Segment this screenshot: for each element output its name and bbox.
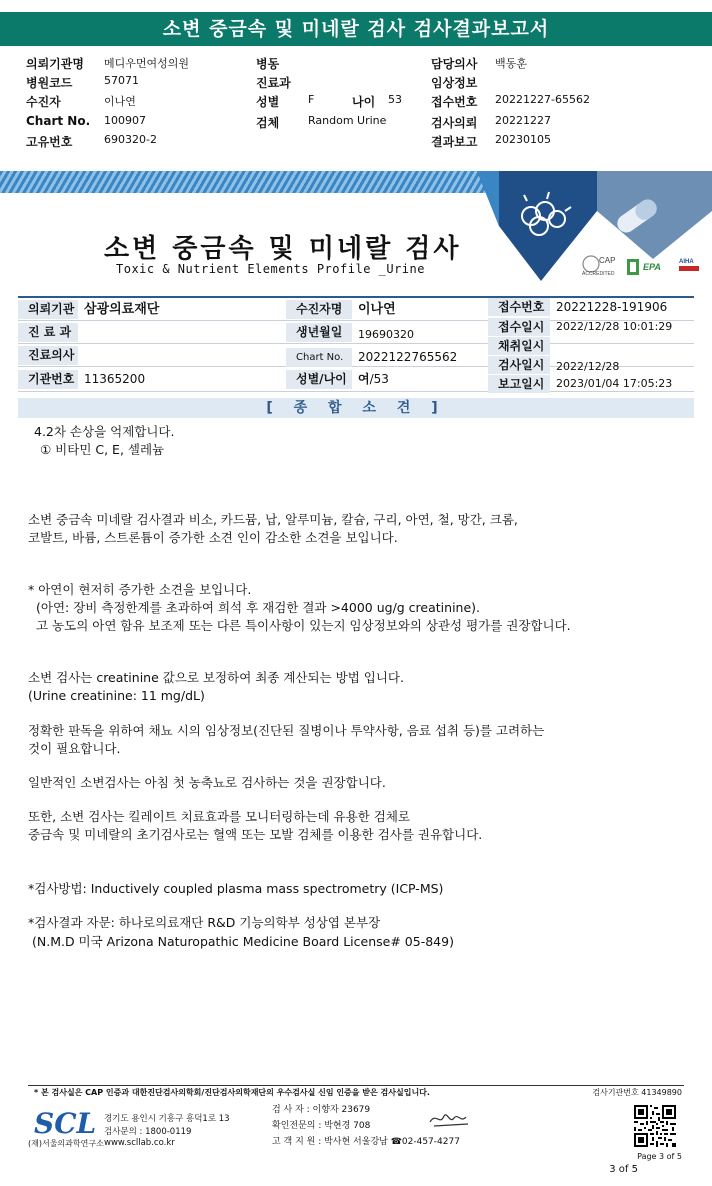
sex-age-value — [352, 370, 389, 389]
meta-chart-no: Chart No. 100907 — [26, 114, 146, 128]
opinion-line: 소변 중금속 미네랄 검사결과 비소, 카드뮴, 납, 알루미늄, 칼슘, 구리, 아연, 철, 망간, 크롬, — [28, 512, 518, 527]
chart-no-value: 2022122765562 — [358, 350, 458, 364]
footer-organization: (재)서울의과학연구소 — [28, 1139, 104, 1148]
institution-no-value: 11365200 — [84, 372, 146, 386]
patient-name-label: 수진자명 — [286, 300, 352, 319]
meta-doctor: 담당의사 백동훈 — [431, 57, 527, 71]
footer-address: 경기도 용인시 기흥구 흥덕1로 13 — [104, 1114, 230, 1124]
footer-lab-number: 검사기관번호 41349890 — [592, 1088, 682, 1097]
meta-sex-age: 성별 F 나이 53 — [256, 93, 402, 109]
sex-value: 여 — [358, 372, 370, 386]
patient-info-table — [18, 296, 694, 391]
meta-request-date: 검사의뢰 20221227 — [431, 114, 551, 130]
report-date-value: 2023/01/04 17:05:23 — [556, 377, 673, 390]
footer-support: 고 객 지 원 : 박사현 서울강남 ☎02-457-4277 — [272, 1137, 460, 1147]
opinion-line: 코발트, 바륨, 스트론튬이 증가한 소견 인이 감소한 소견을 보입니다. — [28, 530, 398, 545]
doctor-signature — [428, 1108, 472, 1130]
department-label: 진 료 과 — [18, 323, 78, 342]
advisory-license-line: (N.M.D 미국 Arizona Naturopathic Medicine Board License# 05-849) — [32, 934, 454, 949]
registration-date-value: 2022/12/28 10:01:29 — [556, 320, 673, 333]
page-number: 3 of 5 — [609, 1164, 638, 1175]
patient-name-value: 이나연 — [358, 302, 396, 317]
collection-date-value — [550, 337, 556, 355]
report-header-title: 소변 중금속 및 미네랄 검사 검사결과보고서 — [0, 12, 712, 46]
opinion-line: 소변 검사는 creatinine 값으로 보정하여 최종 계산되는 방법 입니다. — [28, 670, 404, 685]
meta-unique-no: 고유번호 690320-2 — [26, 133, 157, 149]
advisory-line: *검사결과 자문: 하나로의료재단 R&D 기능의학부 성상엽 본부장 — [28, 915, 381, 930]
birth-date-value: 19690320 — [358, 328, 414, 341]
meta-specimen: 검체 Random Urine — [256, 114, 387, 130]
scl-logo: SCL — [34, 1107, 97, 1140]
test-method-line: *검사방법: Inductively coupled plasma mass spectrometry (ICP-MS) — [28, 881, 444, 896]
opinion-line: 일반적인 소변검사는 아침 첫 농축뇨로 검사하는 것을 권장합니다. — [28, 775, 386, 790]
qr-code-icon — [634, 1105, 676, 1147]
cap-accredited-mark: ACCREDITED — [582, 271, 615, 277]
opinion-line: 것이 필요합니다. — [28, 741, 121, 756]
footer-confirmer: 확인전문의 : 박현경 708 — [272, 1121, 371, 1131]
footer-reception: 검사문의 : 1800-0119 — [104, 1127, 192, 1137]
opinion-line: 중금속 및 미네랄의 초기검사로는 혈액 또는 모발 검체를 이용한 검사를 권유합니다. — [28, 827, 483, 842]
footer-page-indicator-small: Page 3 of 5 — [637, 1152, 682, 1161]
chart-no-label: Chart No. — [286, 348, 352, 367]
doctor-label: 진료의사 — [18, 346, 78, 365]
opinion-line: (Urine creatinine: 11 mg/dL) — [28, 688, 205, 703]
meta-requesting-clinic: 의뢰기관명 메디우먼여성의원 — [26, 57, 190, 71]
registration-date-label: 접수일시 — [488, 318, 550, 336]
footer-certification-note: * 본 검사실은 CAP 인증과 대한진단검사의학회/진단검사의학재단의 우수검사실 신임 인증을 받은 검사실입니다. — [34, 1088, 430, 1097]
opinion-line: 또한, 소변 검사는 킬레이트 치료효과를 모니터링하는데 유용한 검체로 — [28, 809, 410, 824]
institution-no-label: 기관번호 — [18, 370, 78, 389]
report-date-label: 보고일시 — [488, 375, 550, 393]
epa-mark: EPA — [643, 262, 661, 272]
opinion-line: (아연: 장비 측정한계를 초과하여 희석 후 재검한 결과 >4000 ug/g creatinine). — [36, 600, 481, 615]
footer-examiner: 검 사 자 : 이향자 23679 — [272, 1105, 371, 1115]
opinion-line: ① 비타민 C, E, 셀레늄 — [40, 442, 165, 457]
department-value — [78, 323, 84, 342]
cap-mark: CAP — [599, 256, 616, 265]
registration-no-value: 20221228-191906 — [556, 300, 668, 314]
meta-accession-no: 접수번호 20221227-65562 — [431, 93, 590, 109]
aiha-mark: AIHA — [679, 259, 694, 265]
summary-section-title: [ 종 합 소 견 ] — [18, 398, 694, 418]
report-subtitle: Toxic & Nutrient Elements Profile _Urine — [116, 262, 425, 276]
opinion-line: * 아연이 현저히 증가한 소견을 보입니다. — [28, 582, 252, 597]
age-value: /53 — [369, 372, 389, 386]
meta-ward: 병동 — [256, 57, 280, 71]
birth-date-label: 생년월일 — [286, 323, 352, 342]
footer-website: www.scllab.co.kr — [104, 1138, 175, 1148]
doctor-value — [78, 346, 84, 365]
meta-department: 진료과 — [256, 76, 291, 90]
meta-report-date: 결과보고 20230105 — [431, 133, 551, 149]
institution-label: 의뢰기관 — [18, 300, 78, 319]
test-date-label: 검사일시 — [488, 356, 550, 374]
footer-divider — [28, 1085, 684, 1086]
opinion-line: 4.2차 손상을 억제합니다. — [34, 424, 175, 439]
institution-value: 삼광의료재단 — [84, 302, 160, 317]
report-title: 소변 중금속 및 미네랄 검사 — [104, 234, 462, 264]
collection-date-label: 채취일시 — [488, 337, 550, 355]
opinion-line: 고 농도의 아연 함유 보조제 또는 다른 특이사항이 있는지 임상정보와의 상관성 평가를 권장합니다. — [36, 618, 571, 633]
meta-hospital-code: 병원코드 57071 — [26, 74, 139, 90]
report-corner-graphic — [477, 171, 712, 291]
sex-age-label: 성별/나이 — [286, 370, 352, 389]
test-date-value: 2022/12/28 — [556, 360, 620, 373]
opinion-line: 정확한 판독을 위하여 채뇨 시의 임상정보(진단된 질병이나 투약사항, 음료 섭취 등)를 고려하는 — [28, 723, 545, 738]
meta-patient: 수진자 이나연 — [26, 95, 136, 109]
meta-clinical-info: 임상정보 — [431, 76, 478, 90]
registration-no-label: 접수번호 — [488, 298, 550, 316]
